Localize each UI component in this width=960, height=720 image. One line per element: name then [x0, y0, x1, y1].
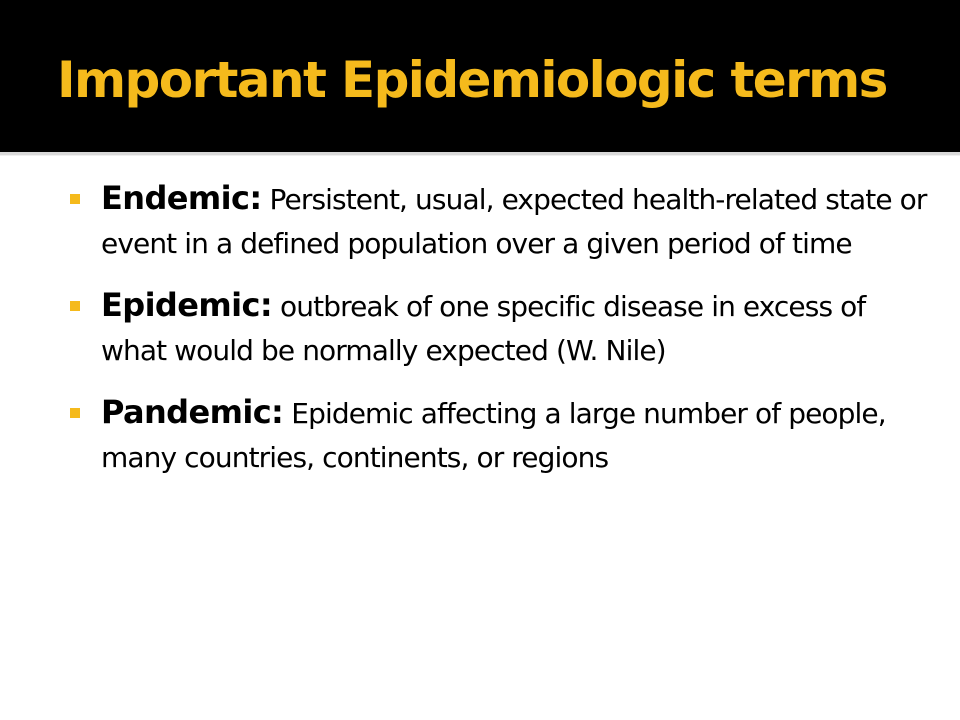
bullet-item-pandemic	[70, 390, 930, 480]
bullet-list	[70, 176, 930, 497]
term-label: Epidemic:	[101, 286, 273, 324]
square-bullet-icon	[70, 194, 80, 204]
bullet-item-endemic	[70, 176, 930, 266]
bullet-item-epidemic	[70, 283, 930, 373]
term-label: Pandemic:	[101, 393, 284, 431]
term-definition: Persistent, usual, expected health-related state or event in a defined population over a given period of time	[101, 183, 927, 260]
square-bullet-icon	[70, 301, 80, 311]
title-bar	[0, 0, 960, 152]
slide-title: Important Epidemiologic terms	[57, 51, 887, 109]
square-bullet-icon	[70, 408, 80, 418]
term-definition: Epidemic affecting a large number of people, many countries, continents, or regions	[101, 397, 886, 474]
term-definition: outbreak of one specific disease in excess of what would be normally expected (W. Nile)	[101, 290, 866, 367]
term-label: Endemic:	[101, 179, 262, 217]
title-divider-highlight	[0, 155, 960, 156]
